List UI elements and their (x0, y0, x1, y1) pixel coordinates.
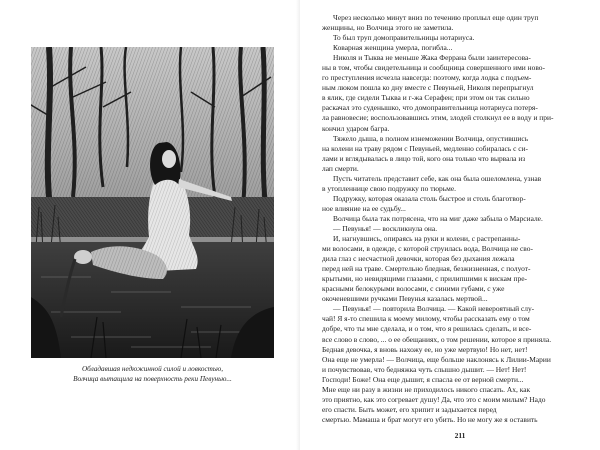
text-line: ны в том, чтобы свидетельница и сообщница совершенного ими ново- (322, 63, 545, 73)
text-line: и почувствовав, что бедняжка чуть слышно дышит. — Нет! Нет! (322, 364, 527, 374)
caption-line-1: Обладавшая недюжинной силой и ловкостью, (81, 365, 224, 373)
text-line: Через несколько минут вниз по течению проплыл еще один труп (333, 13, 539, 22)
text-line: — Певунья! — воскликнула она. (333, 223, 438, 233)
page-number: 211 (454, 431, 466, 440)
text-line: Николя и Тыква не меньше Жака Феррана были заинтересова- (333, 53, 531, 63)
text-line: И, нагнувшись, опираясь на руки и колени, с растрепанны- (333, 234, 521, 244)
text-line: Она еще не умерла! — Волчица, еще больше наклонясь к Лилии-Марии (322, 354, 551, 364)
text-line: чай! Я я-то спешила к моему милому, чтобы рассказать ему о том (322, 314, 530, 324)
text-line: перед ней на траве. Смертельно бледная, безжизненная, с полуот- (322, 264, 531, 274)
text-line: в утопленнице свою подружку по тюрьме. (322, 183, 457, 193)
text-line: красными белокурыми волосами, с синими губами, с уже (322, 284, 505, 294)
text-line: То был труп домоправительницы нотариуса. (333, 33, 475, 43)
body-text (322, 13, 590, 425)
text-line: Господи! Боже! Она еще дышит, я спасла ее от верной смерти... (322, 374, 524, 384)
engraving-illustration (31, 47, 274, 358)
text-line: лами и вглядывалась в лицо той, кого она только что вырвала из (322, 153, 526, 163)
text-line: Коварная женщина умерла, погибла... (333, 43, 453, 53)
text-line: все слово в слово, ... о ее обещаниях, о том решении, которое я приняла. (322, 334, 552, 344)
text-line: дила глаз с несчастной девочки, которая без дыхания лежала (322, 254, 515, 264)
text-line: Пусть читатель представит себе, как она была ошеломлена, узнав (333, 173, 542, 183)
text-line: женщины, но Волчица этого не заметила. (322, 23, 454, 33)
text-line: ное влияние на ее судьбу... (322, 203, 406, 213)
text-line: Мне еще ни разу в жизни не приходилось никого спасать. Ах, как (322, 384, 531, 394)
text-line: крытыми, но невидящими глазами, с прилипшими к вискам пре- (322, 274, 527, 284)
text-line: добре, что ты мне сделала, и о том, что я решилась сделать, и все- (322, 324, 532, 334)
text-line: ми волосами, в одежде, с которой струилась вода, Волчица не сво- (322, 244, 533, 254)
text-line: Подружку, которая оказала столь быстрое и столь благотвор- (333, 193, 526, 203)
text-line: Тяжело дыша, в полном изнеможении Волчица, опустившись (333, 133, 529, 143)
text-line: это приятно, как это согревает душу! Да, что это с моим милым? Надо (322, 394, 546, 404)
text-line: ла равновесие; воспользовавшись этим, злодей столкнул ее в воду и при- (322, 113, 554, 123)
text-line: — Певунья! — повторила Волчица. — Какой невероятный слу- (333, 304, 535, 314)
text-line: Волчица была так потрясена, что на миг даже забыла о Марсиале. (333, 213, 543, 223)
text-line: смертью. Мамаша и брат могут его убить. Но не могу же я оставить (322, 414, 538, 424)
illustration-caption (20, 364, 285, 384)
text-line: на колени на траву рядом с Певуньей, медленно собиралась с си- (322, 143, 529, 153)
text-line: Бедная девочка, я вновь нахожу ее, но уже мертвую! Но нет, нет! (322, 344, 528, 354)
text-line: раскачал это суденышко, что домоправительница нотариуса потеря- (322, 103, 538, 113)
text-line: окоченевшими ручками Певунья казалась мертвой... (322, 294, 488, 304)
caption-line-2: Волчица вытащила на поверхность реки Певунью... (73, 375, 232, 383)
text-line: ным люком пошла ко дну вместе с Певуньей, Николя перепрыгнул (322, 83, 534, 93)
text-line: го преступления исчезла навсегда: поэтому, когда лодка с подъем- (322, 73, 532, 83)
text-line: лап смерти. (322, 163, 359, 173)
text-line: в ялик, где сидели Тыква и г-жа Серафен; при этом он так сильно (322, 93, 530, 103)
text-line: его спасти. Быть может, его хрипит и задыхается перед (322, 404, 497, 414)
text-line: кончил ударом багра. (322, 123, 390, 133)
